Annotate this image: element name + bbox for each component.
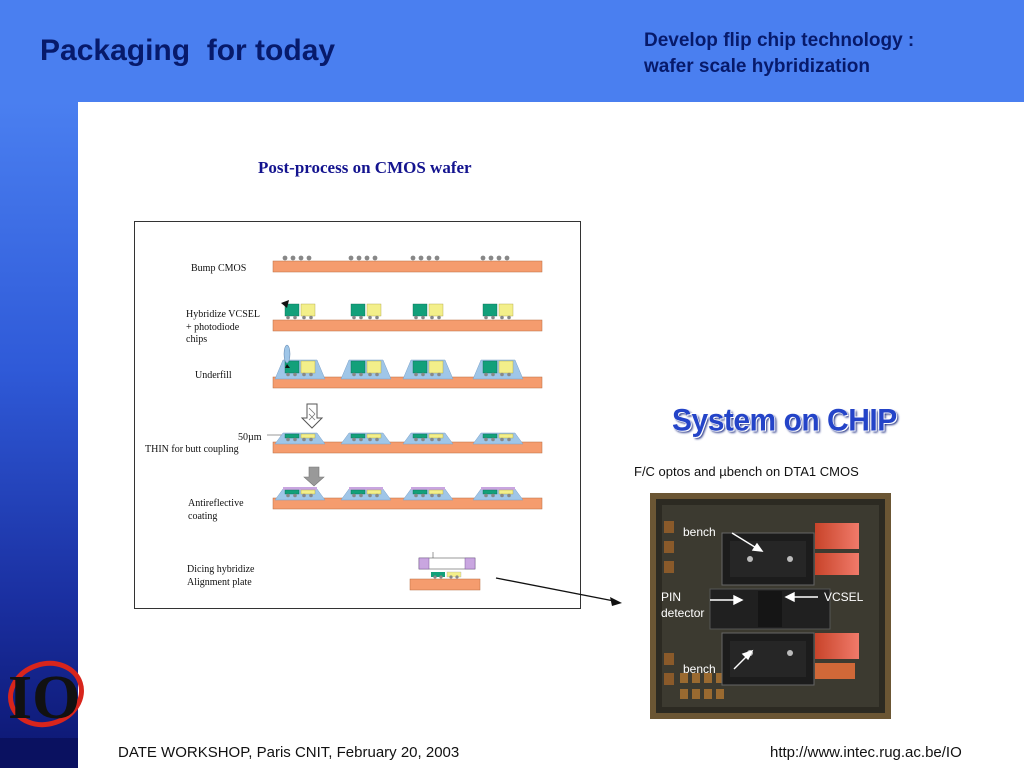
step-hybridize-line-2: + photodiode (186, 321, 240, 333)
subtitle-line-2: wafer scale hybridization (644, 56, 870, 77)
label-vcsel: VCSEL (824, 590, 864, 604)
step-hybridize-line-3: chips (186, 334, 208, 345)
system-on-chip-title: System on CHIP (672, 403, 897, 438)
footer-event: DATE WORKSHOP, Paris CNIT, February 20, 2003 (118, 744, 460, 761)
io-logo (2, 650, 84, 734)
subtitle-line-1: Develop flip chip technology : (644, 30, 915, 51)
label-bench-bottom: bench (683, 662, 716, 676)
chip-photo (650, 493, 891, 719)
step-hybridize-line-1: Hybridize VCSEL (186, 309, 260, 320)
label-pin-line-2: detector (661, 606, 705, 620)
photo-caption: F/C optos and µbench on DTA1 CMOS (634, 464, 859, 479)
step-antireflective-line-1: Antireflective (188, 498, 244, 509)
step-underfill-label: Underfill (195, 370, 232, 381)
step-dicing-line-1: Dicing hybridize (187, 564, 255, 575)
label-pin-detector (661, 589, 704, 621)
slide-title: Packaging for today (40, 34, 336, 67)
step-thin-label: THIN for butt coupling (145, 444, 239, 455)
dimension-label: 50µm (238, 432, 262, 443)
step-dicing-line-2: Alignment plate (187, 576, 252, 588)
step-bump-label: Bump CMOS (191, 263, 247, 274)
label-pin-line-1: PIN (661, 590, 682, 604)
process-caption: Post-process on CMOS wafer (258, 158, 472, 177)
step-antireflective-line-2: coating (188, 510, 218, 522)
logo-text: IO (8, 664, 81, 732)
label-bench-top: bench (683, 525, 716, 539)
footer-url[interactable]: http://www.intec.rug.ac.be/IO (770, 744, 962, 761)
